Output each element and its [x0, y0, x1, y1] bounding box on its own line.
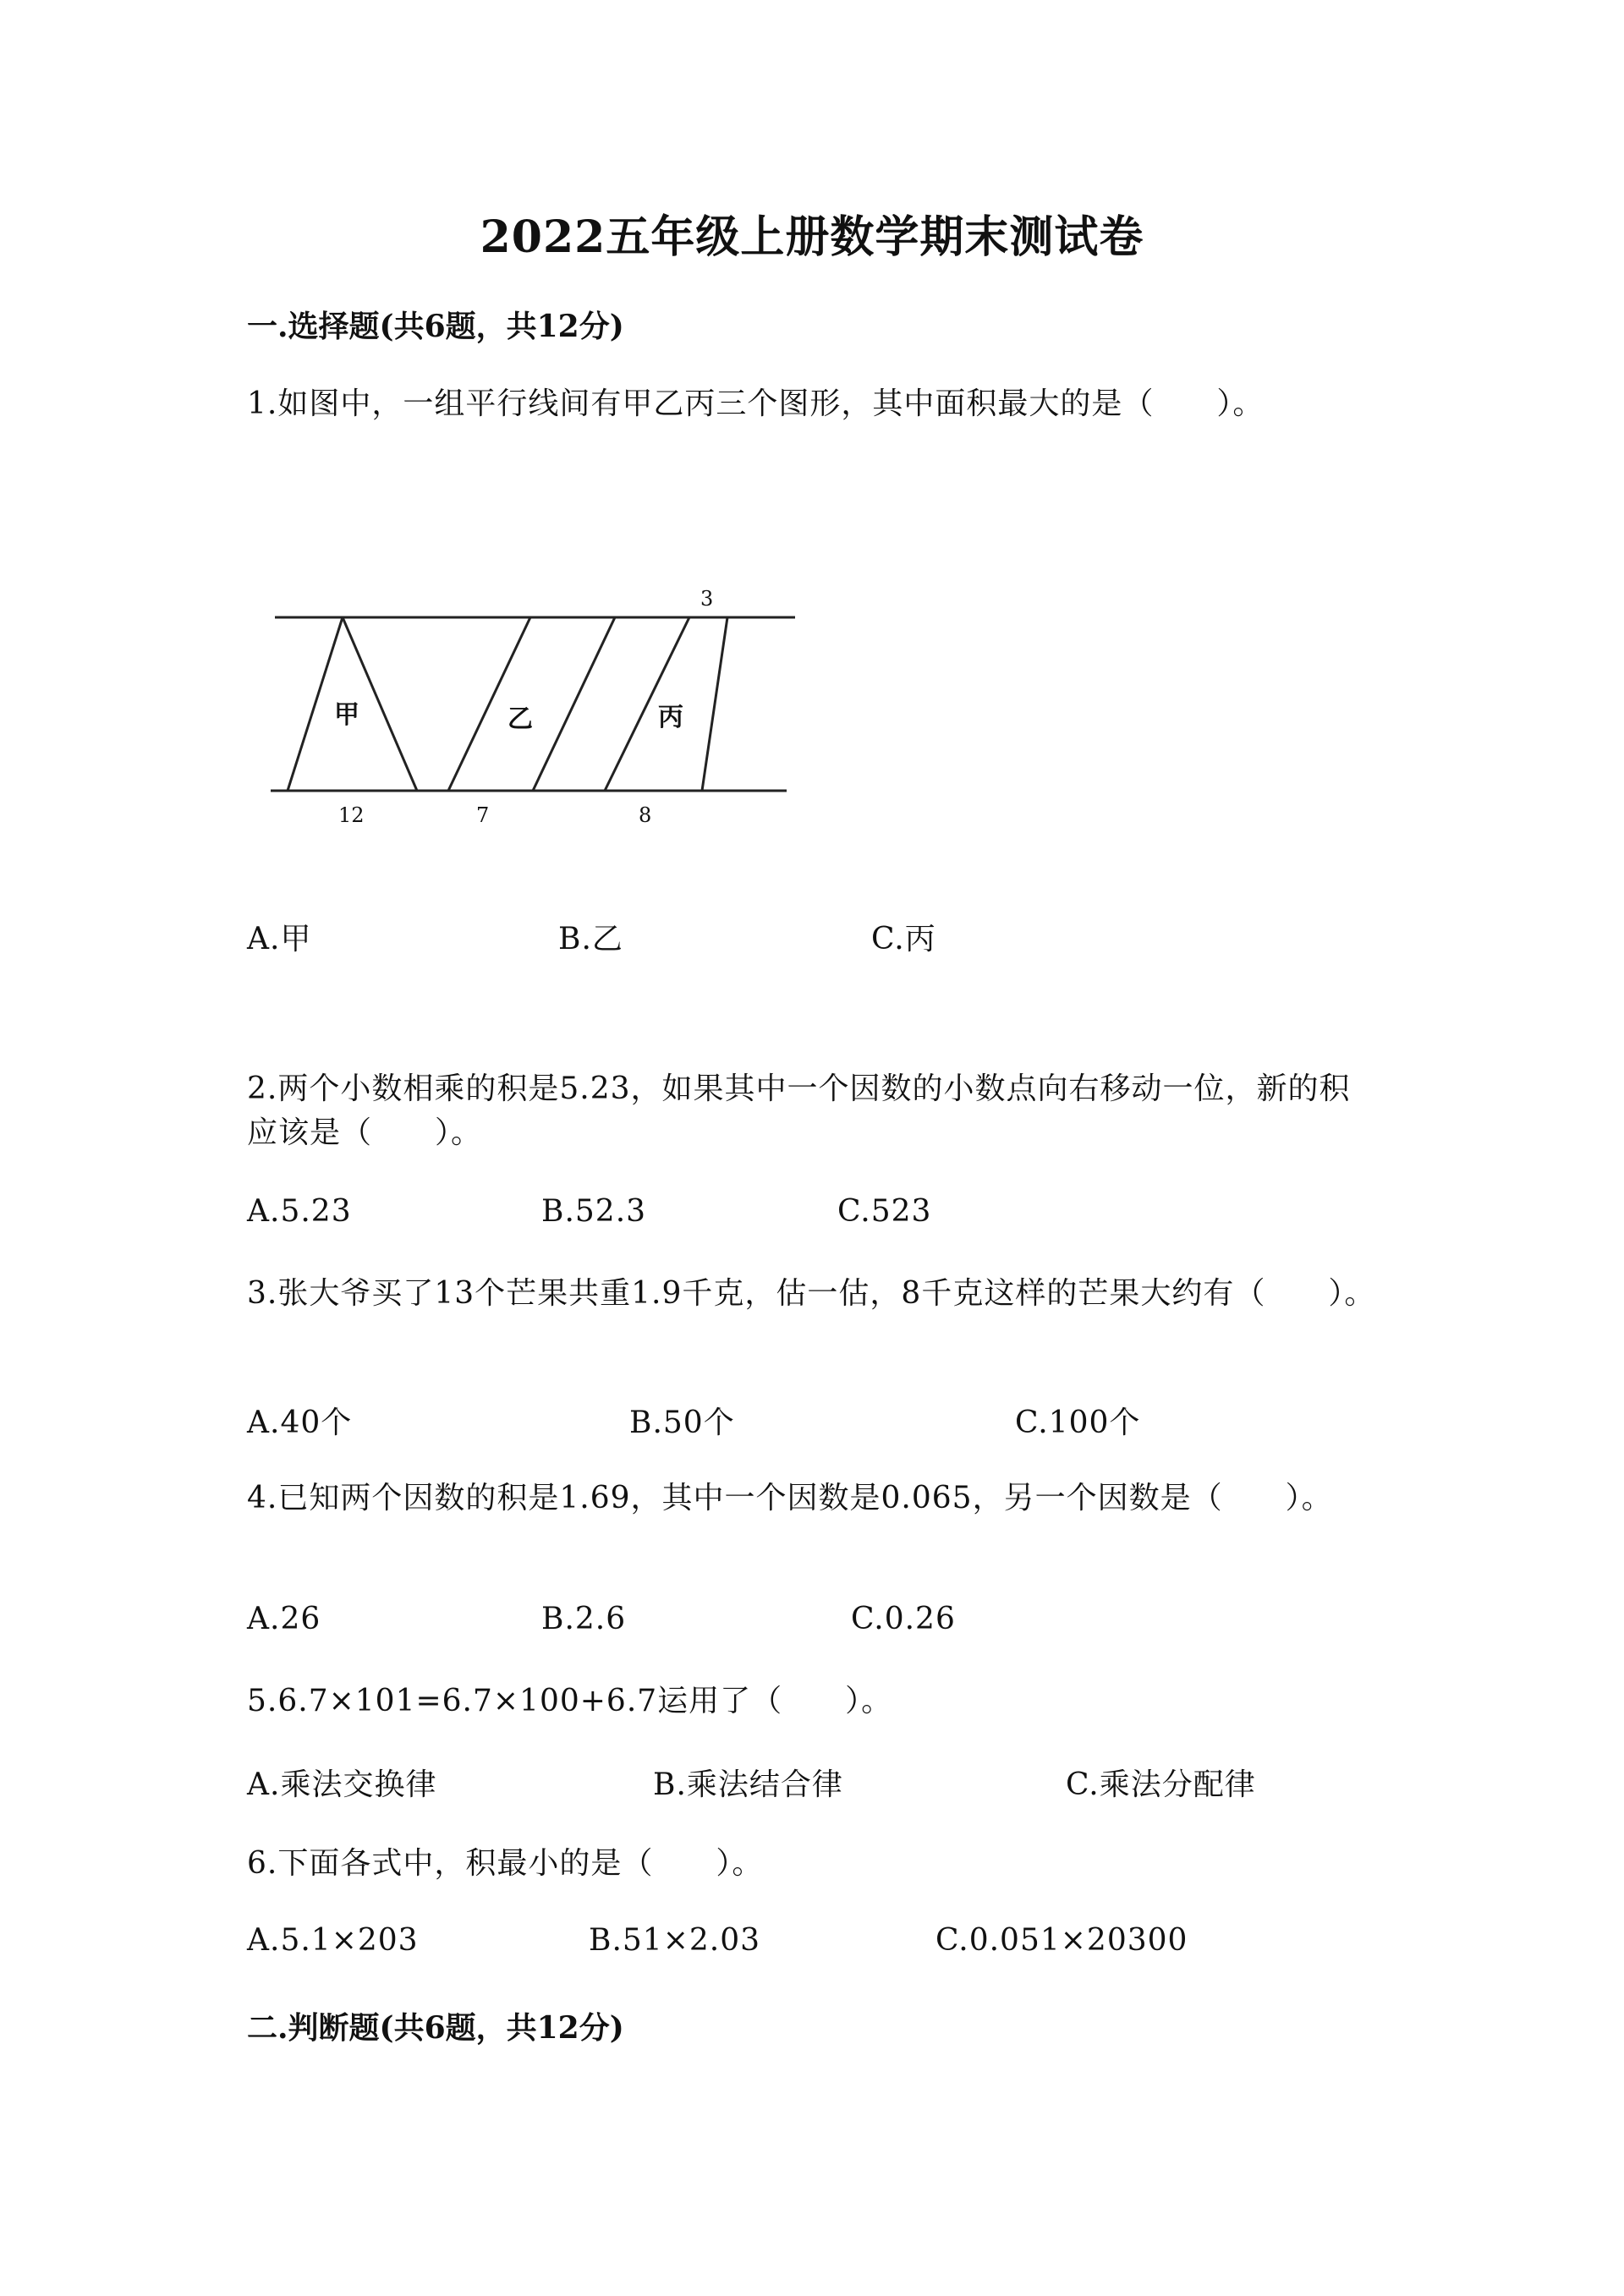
q5-option-a: A.乘法交换律 [247, 1767, 437, 1802]
q3-option-c: C.100个 [1015, 1406, 1141, 1440]
shape-label-bing: 丙 [658, 703, 683, 732]
q1-option-a: A.甲 [247, 922, 312, 956]
q3-option-a: A.40个 [247, 1406, 353, 1440]
q3-option-b: B.50个 [629, 1406, 735, 1440]
page-title: 2022五年级上册数学期末测试卷 [480, 211, 1144, 263]
shape-label-yi: 乙 [508, 704, 533, 734]
q4-option-b: B.2.6 [541, 1602, 627, 1636]
section-heading-judge: 二.判断题(共6题，共12分) [247, 2010, 624, 2046]
question-1: 1.如图中，一组平行线间有甲乙丙三个图形，其中面积最大的是（ ）。 [247, 386, 1265, 421]
question-5: 5.6.7×101=6.7×100+6.7运用了（ ）。 [247, 1684, 893, 1718]
q6-option-b: B.51×2.03 [589, 1923, 761, 1958]
dim-label-yi-base: 7 [476, 803, 490, 827]
dim-label-bing-base: 8 [639, 803, 652, 827]
q6-option-a: A.5.1×203 [247, 1923, 419, 1958]
question-2: 2.两个小数相乘的积是5.23，如果其中一个因数的小数点向右移动一位，新的积应该是（ ）。 [247, 1071, 1351, 1150]
q2-option-a: A.5.23 [247, 1194, 352, 1229]
parallel-lines-figure [266, 575, 808, 837]
q6-option-c: C.0.051×20300 [935, 1923, 1188, 1958]
q1-option-b: B.乙 [558, 922, 623, 956]
question-6: 6.下面各式中，积最小的是（ ）。 [247, 1846, 764, 1881]
shape-label-jia: 甲 [334, 700, 359, 730]
q2-option-c: C.523 [837, 1194, 932, 1229]
q4-option-a: A.26 [247, 1602, 321, 1636]
q2-option-b: B.52.3 [541, 1194, 647, 1229]
q4-option-c: C.0.26 [851, 1602, 956, 1636]
q5-option-c: C.乘法分配律 [1066, 1767, 1256, 1802]
question-4: 4.已知两个因数的积是1.69，其中一个因数是0.065，另一个因数是（ ）。 [247, 1481, 1333, 1515]
section-heading-choice: 一.选择题(共6题，共12分) [247, 309, 624, 344]
q5-option-b: B.乘法结合律 [653, 1767, 843, 1802]
question-3: 3.张大爷买了13个芒果共重1.9千克，估一估，8千克这样的芒果大约有（ ）。 [247, 1276, 1376, 1311]
dim-label-jia-base: 12 [338, 803, 365, 827]
dim-label-top: 3 [700, 587, 714, 611]
q1-option-c: C.丙 [871, 922, 936, 956]
